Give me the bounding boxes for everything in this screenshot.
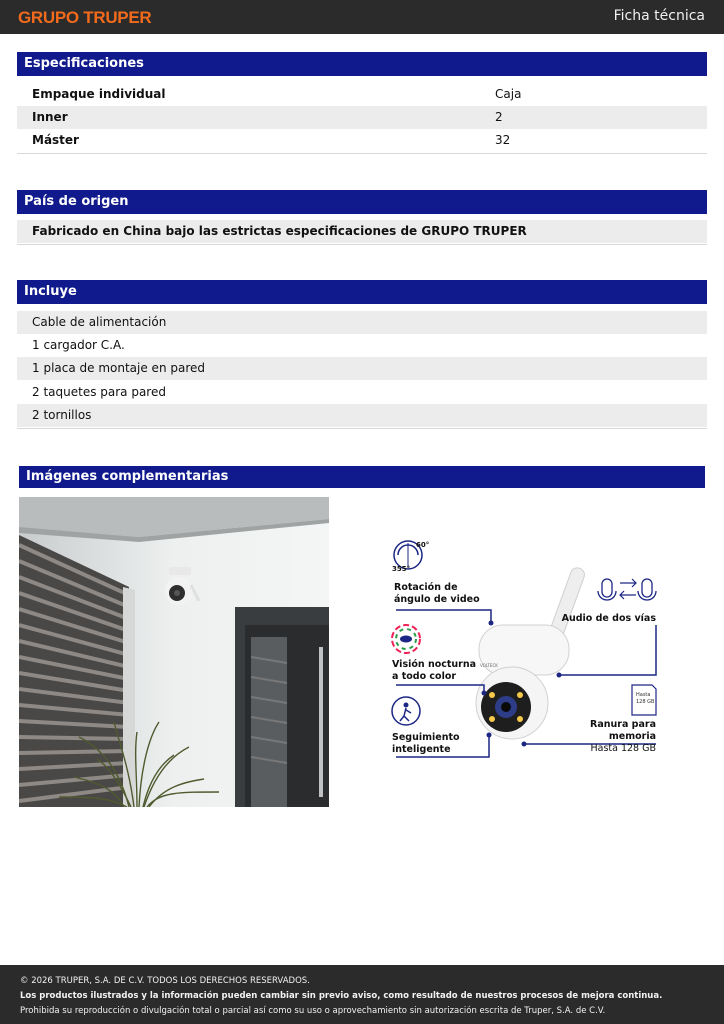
footer-disclaimer: Los productos ilustrados y la información pueden cambiar sin previo aviso, como resultado de nuestros procesos de mejora continua. xyxy=(20,991,663,1001)
spec-row xyxy=(17,106,707,129)
tracking-icon xyxy=(392,697,420,725)
installation-photo-art xyxy=(19,497,329,807)
installation-photo xyxy=(19,497,329,807)
product-diagram xyxy=(384,535,674,775)
include-item-label: 1 cargador C.A. xyxy=(32,338,125,352)
spec-label: Empaque individual xyxy=(32,87,166,101)
origin-text: Fabricado en China bajo las estrictas especificaciones de GRUPO TRUPER xyxy=(32,224,527,238)
tracking-label xyxy=(392,732,460,756)
spec-label: Inner xyxy=(32,110,68,124)
divider xyxy=(17,428,707,429)
night-vision-icon xyxy=(392,625,420,653)
divider xyxy=(17,244,707,245)
images-header: Imágenes complementarias xyxy=(19,466,705,488)
specs-header: Especificaciones xyxy=(17,52,707,76)
divider xyxy=(17,153,707,154)
tracking-label-line: Seguimiento xyxy=(392,732,460,743)
audio-label: Audio de dos vías xyxy=(561,613,656,624)
include-item xyxy=(17,357,707,380)
memory-label-line: memoria xyxy=(608,731,656,742)
includes-header: Incluye xyxy=(17,280,707,304)
origin-row xyxy=(17,220,707,243)
include-item xyxy=(17,334,707,357)
spec-value: Caja xyxy=(495,87,522,101)
top-bar xyxy=(0,0,724,34)
sd-card-label-line: Hasta xyxy=(636,692,651,698)
rotation-label-line: ángulo de video xyxy=(394,594,480,605)
door xyxy=(235,607,329,807)
spec-row xyxy=(17,129,707,152)
rotation-355-label: 355° xyxy=(392,565,411,573)
spec-row xyxy=(17,83,707,106)
footer xyxy=(0,965,724,1024)
include-item-label: 2 taquetes para pared xyxy=(32,385,166,399)
include-item-label: 2 tornillos xyxy=(32,408,92,422)
brand-logo: GRUPO TRUPER xyxy=(18,8,152,27)
memory-sub-label: Hasta 128 GB xyxy=(590,743,656,754)
product-brand-mark: VOLTECK xyxy=(480,663,498,668)
include-item-label: 1 placa de montaje en pared xyxy=(32,361,206,375)
spec-label: Máster xyxy=(32,133,79,147)
rotation-label-line: Rotación de xyxy=(394,582,458,593)
include-item xyxy=(17,404,707,427)
footer-copyright: © 2026 TRUPER, S.A. DE C.V. TODOS LOS DERECHOS RESERVADOS. xyxy=(20,976,310,986)
include-item xyxy=(17,311,707,334)
footer-rights: Prohibida su reproducción o divulgación total o parcial así como su uso o aprovechamiento sin autorización escrita de Truper, S.A. de C.V. xyxy=(20,1006,606,1016)
include-item xyxy=(17,381,707,404)
document-type: Ficha técnica xyxy=(613,8,705,24)
night-vision-label xyxy=(392,659,476,683)
rotation-60-label: 60° xyxy=(416,541,430,549)
night-vision-label-line: a todo color xyxy=(392,671,457,682)
night-vision-label-line: Visión nocturna xyxy=(392,659,477,670)
sd-card-label-line: 128 GB xyxy=(636,699,655,705)
memory-label-line: Ranura para xyxy=(590,719,656,730)
spec-value: 2 xyxy=(495,110,503,124)
tracking-label-line: inteligente xyxy=(392,744,451,755)
include-item-label: Cable de alimentación xyxy=(32,315,167,329)
memory-label xyxy=(590,719,656,755)
audio-icon xyxy=(598,579,656,600)
rotation-label xyxy=(394,582,480,606)
spec-value: 32 xyxy=(495,133,511,147)
origin-header: País de origen xyxy=(17,190,707,214)
sd-card-label xyxy=(636,692,654,706)
